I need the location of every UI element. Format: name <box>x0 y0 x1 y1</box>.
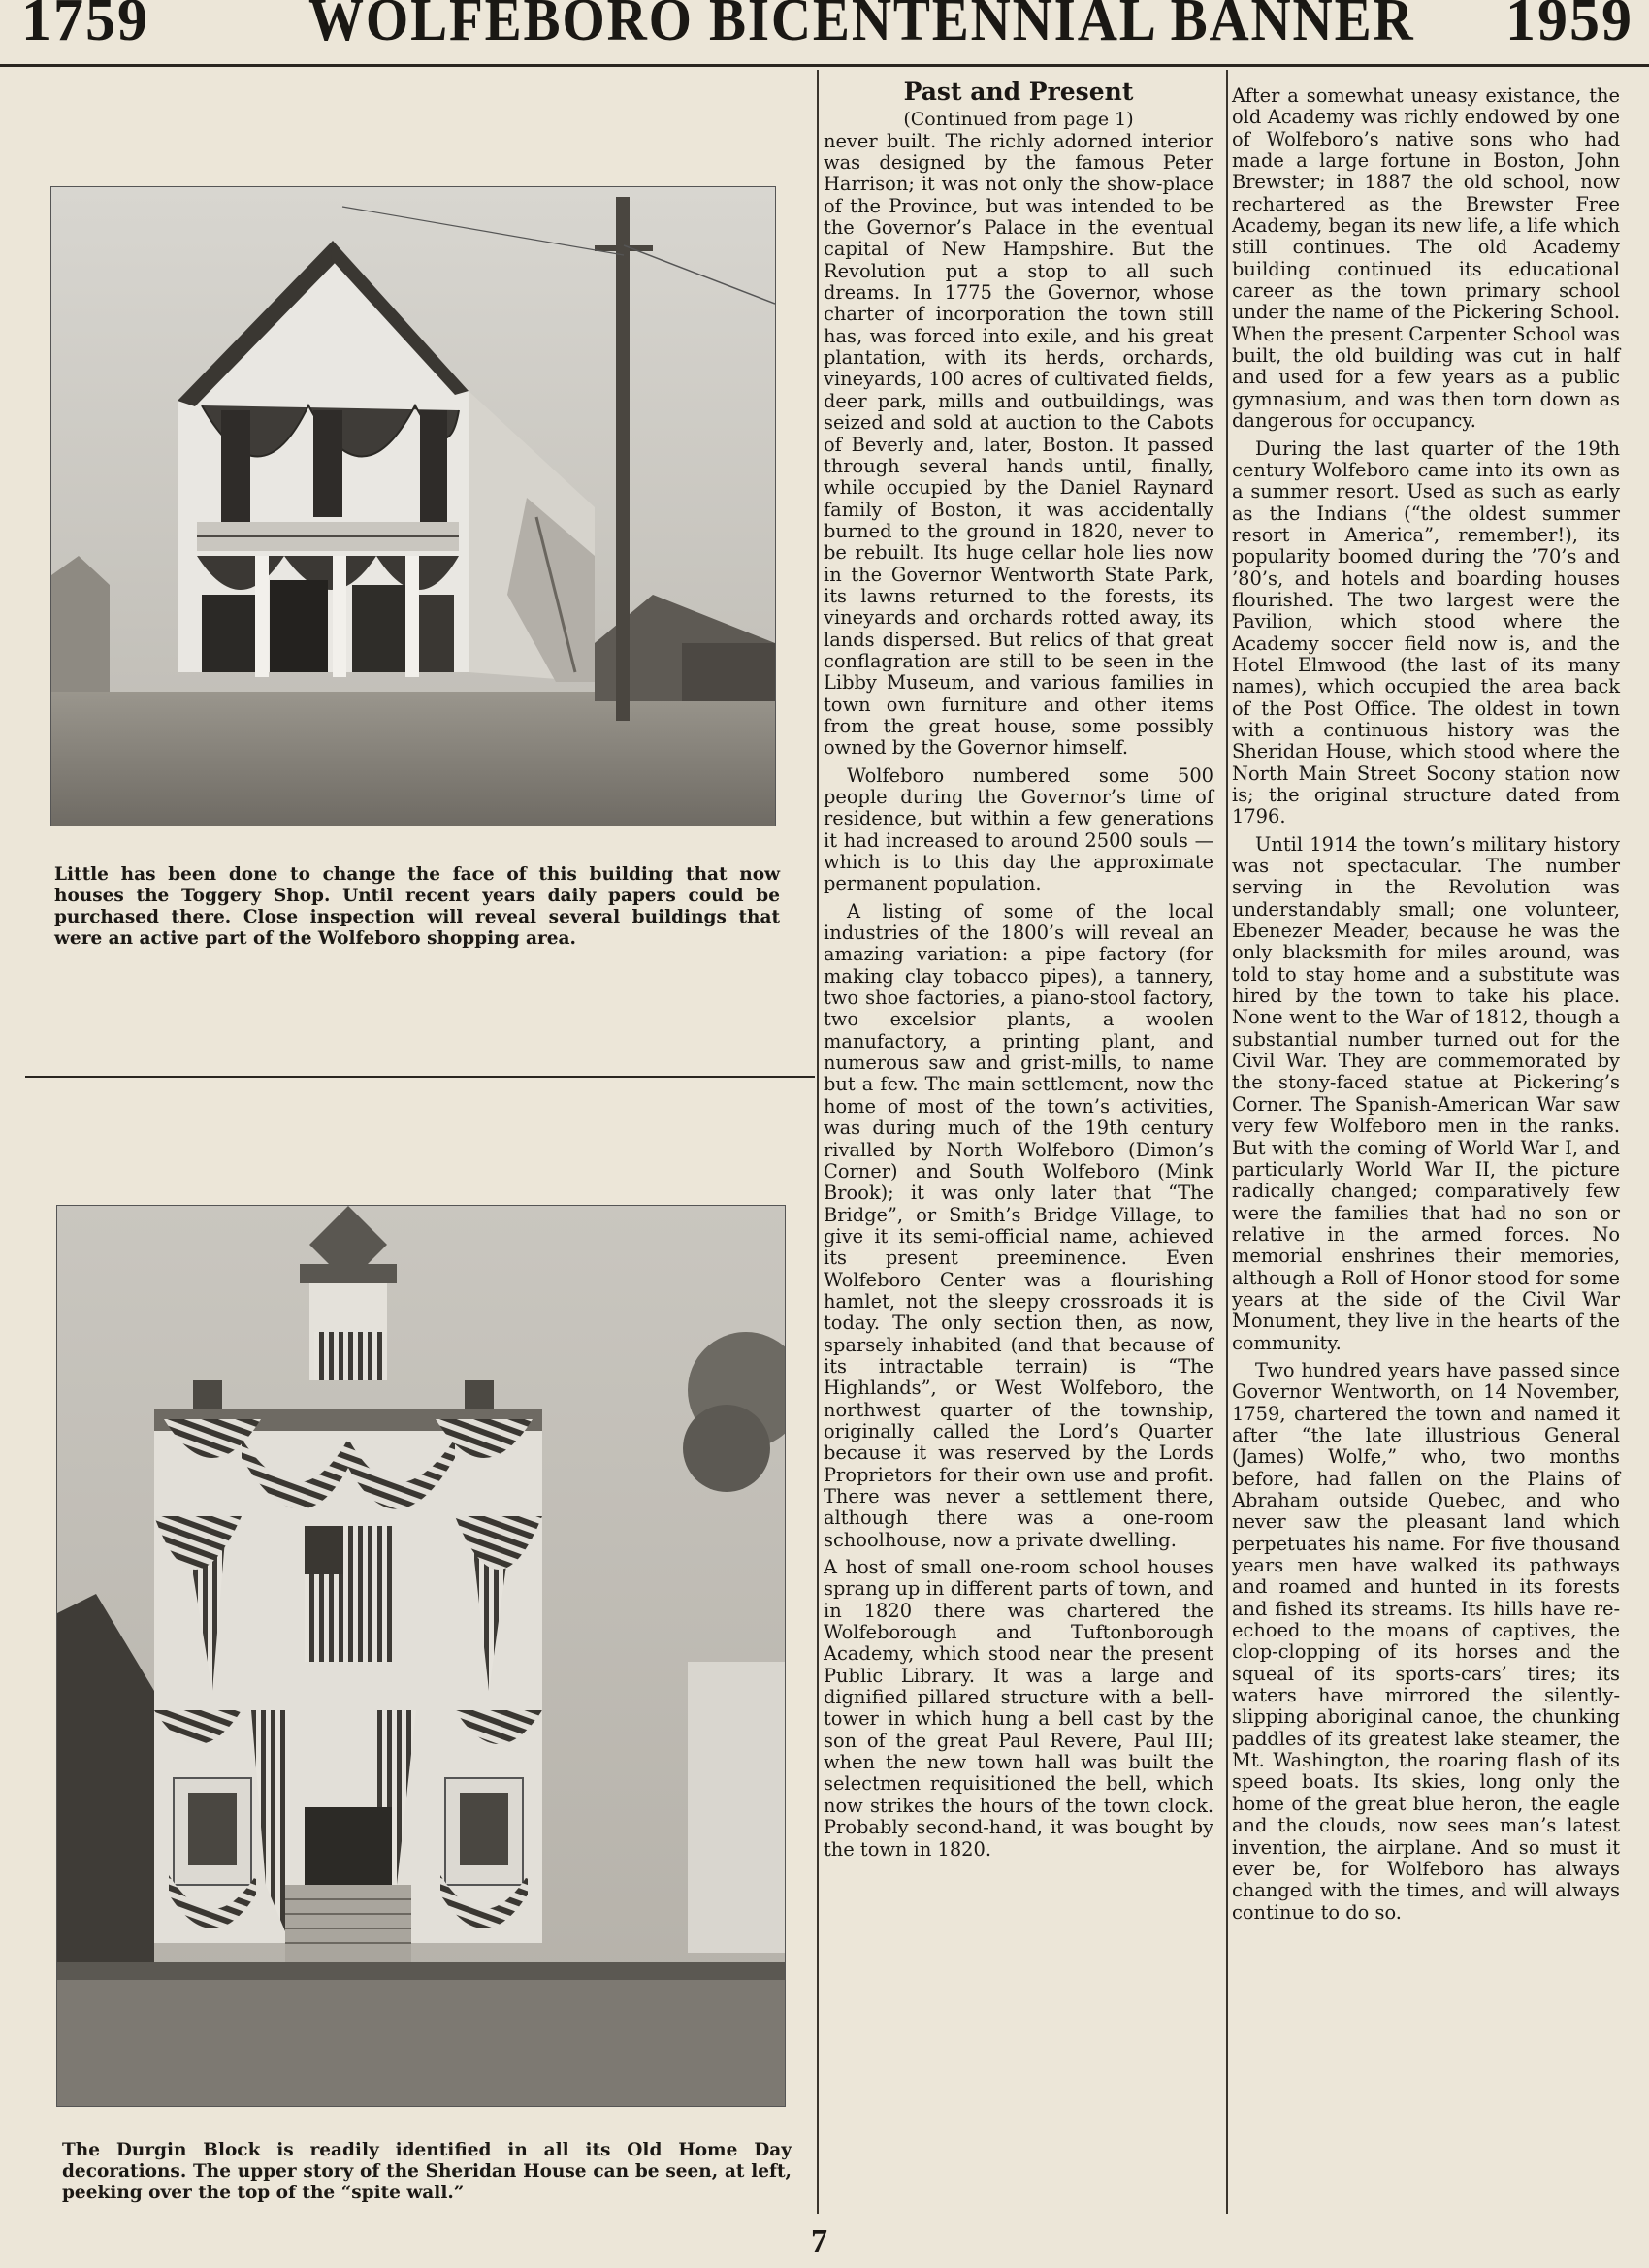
article-paragraph: During the last quarter of the 19th century Wolfeboro came into its own as a summer resort. Used as such as early as the Indians (“the oldest summer resort in America”, remember!), its popularity boomed during the ’70’s and ’80’s, and hotels and boarding houses flourished. The two largest were the Pavilion, which stood where the Academy soccer field now is, and the Hotel Elmwood (the last of its many names), which occupied the area back of the Post Office. The oldest in town with a continuous history was the Sheridan House, which stood where the North Main Street Socony station now is; the original structure dated from 1796. <box>1232 437 1620 828</box>
article-paragraph: Two hundred years have passed since Governor Wentworth, on 14 November, 1759, chartered the town and named it after “the late illustrious General (James) Wolfe,” who, two months before, had fallen on the Plains of Abraham outside Quebec, and who never saw the pleasant land which perpetuates his name. For five thousand years men have walked its pathways and roamed and hunted in its forests and fished its streams. Its hills have re-echoed to the moans of captives, the clop-clopping of its horses and the squeal of its sports-cars’ tires; its waters have mirrored the silently-slipping aboriginal canoe, the chunking paddles of its greatest lake steamer, the Mt. Washington, the roaring flash of its speed boats. Its skies, long only the home of the great blue heron, the eagle and the clouds, now sees man’s latest invention, the airplane. And so must it ever be, for Wolfeboro has always changed with the times, and will always continue to do so. <box>1232 1358 1620 1924</box>
article-paragraph: A listing of some of the local industries of the 1800’s will reveal an amazing variation: a pipe factory (for making clay tobacco pipes), a tannery, two shoe factories, a piano-stool factory, two excelsior plants, a woolen manufactory, a printing plant, and numerous saw and grist-mills, to name but a few. The main settlement, now the home of most of the town’s activities, was during much of the 19th century rivalled by North Wolfeboro (Dimon’s Corner) and South Wolfeboro (Mink Brook); it was only later that “The Bridge”, or Smith’s Bridge Village, to give it its semi-official name, achieved its present preeminence. Even Wolfeboro Center was a flourishing hamlet, not the sleepy crossroads it is today. The only section then, as now, sparsely inhabited (and that because of its intractable terrain) is “The Highlands”, or West Wolfeboro, the northwest quarter of the township, originally called the Lord’s Quarter because it was reserved by the Lords Proprietors for their own use and profit. There was never a settlement there, although there was a one-room schoolhouse, now a private dwelling. <box>824 899 1213 1551</box>
photo-durgin-block-caption: The Durgin Block is readily identified in all its Old Home Day decorations. The upper story of the Sheridan House can be seen, at left, peeking over the top of the “spite wall.” <box>62 2140 792 2203</box>
masthead-title: WOLFEBORO BICENTENNIAL BANNER <box>308 0 1415 53</box>
column-rule-left <box>817 70 819 2214</box>
masthead-rule <box>0 64 1649 67</box>
article-heading: Past and Present <box>903 78 1134 106</box>
masthead-year-right: 1959 <box>1505 0 1633 53</box>
photo-durgin-block <box>56 1205 786 2107</box>
photo-durgin-block-image <box>57 1206 785 2106</box>
photo-toggery-shop <box>50 186 776 826</box>
article-paragraph: A host of small one-room school houses sprang up in different parts of town, and in 1820 there was chartered the Wolfeborough and Tuftonborough Academy, which stood near the present Public Library. It was a large and dignified pillared structure with a bell-tower in which hung a bell cast by the son of the great Paul Revere, Paul III; when the new town hall was built the selectmen requisitioned the bell, which now strikes the hours of the town clock. Probably second-hand, it was bought by the town in 1820. <box>824 1556 1213 1861</box>
photo-toggery-shop-caption: Little has been done to change the face of this building that now houses the Toggery Shop. Until recent years daily papers could be purchased there. Close inspection will reveal several buildings that were an active part of the Wolfeboro shopping area. <box>54 864 780 949</box>
column-rule-right <box>1226 70 1228 2214</box>
article-column-2 <box>1232 85 1620 1924</box>
masthead-year-left: 1759 <box>21 0 149 53</box>
masthead <box>0 0 1649 60</box>
article-paragraph: never built. The richly adorned interior was designed by the famous Peter Harrison; it was not only the show-place of the Province, but was intended to be the Governor’s Palace in the eventual capital of New Hampshire. But the Revolution put a stop to all such dreams. In 1775 the Governor, whose charter of incorporation the town still has, was forced into exile, and his great plantation, with its herds, orchards, vineyards, 100 acres of cultivated fields, deer park, mills and outbuildings, was seized and sold at auction to the Cabots of Beverly and, later, Boston. It passed through several hands until, finally, while occupied by the Daniel Raynard family of Boston, it was accidentally burned to the ground in 1820, never to be rebuilt. Its huge cellar hole lies now in the Governor Wentworth State Park, its lawns returned to the forests, its vineyards and orchards rotted away, its lands dispersed. But relics of that great conflagration are still to be seen in the Libby Museum, and various families in town own furniture and other items from the great house, some possibly owned by the Governor himself. <box>824 129 1213 760</box>
article-column-1 <box>824 78 1213 1861</box>
photo-toggery-shop-image <box>51 187 775 826</box>
article-paragraph: After a somewhat uneasy existance, the old Academy was richly endowed by one of Wolfeboro’s native sons who had made a large fortune in Boston, John Brewster; in 1887 the old school, now rechartered as the Brewster Free Academy, began its new life, a life which still continues. The old Academy building continued its educational career as the town primary school under the name of the Pickering School. When the present Carpenter School was built, the old building was cut in half and used for a few years as a public gymnasium, and was then torn down as dangerous for occupancy. <box>1232 84 1620 433</box>
photo-divider-rule <box>25 1076 815 1078</box>
article-continued-note: (Continued from page 1) <box>903 109 1134 131</box>
page-number: 7 <box>811 2223 827 2259</box>
article-paragraph: Wolfeboro numbered some 500 people during the Governor’s time of residence, but within a few generations it had increased to around 2500 souls — which is to this day the approximate permanent population. <box>824 763 1213 895</box>
article-paragraph: Until 1914 the town’s military history was not spectacular. The number serving in the Revolution was understandably small; one volunteer, Ebenezer Meader, because he was the only blacksmith for miles around, was told to stay home and a substitute was hired by the town to take his place. None went to the War of 1812, though a substantial number turned out for the Civil War. They are commemorated by the stony-faced statue at Pickering’s Corner. The Spanish-American War saw very few Wolfeboro men in the ranks. But with the coming of World War I, and particularly World War II, the picture radically changed; comparatively few were the families that had no son or relative in the armed forces. No memorial enshrines their memories, although a Roll of Honor stood for some years at the side of the Civil War Monument, they live in the hearts of the community. <box>1232 832 1620 1354</box>
